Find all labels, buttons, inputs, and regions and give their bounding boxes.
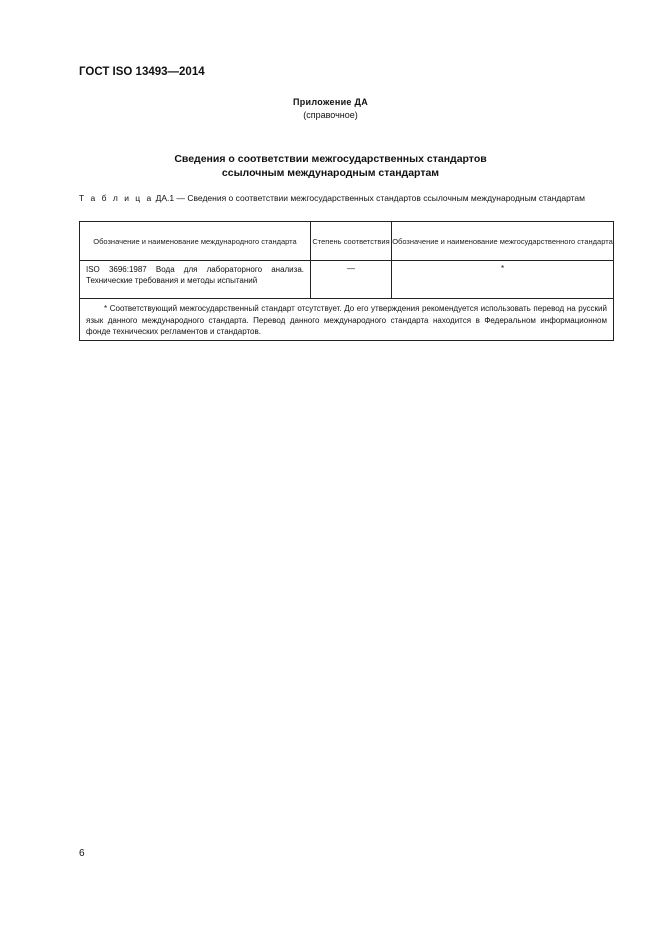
header-interstate-standard: Обозначение и наименование межгосударственного стандарта [392,222,614,261]
table-footnote-row [80,299,614,341]
page-number: 6 [79,848,85,859]
appendix-label [0,96,661,122]
heading-line-1: Сведения о соответствии межгосударственных стандартов [174,153,487,165]
appendix-subtitle: (справочное) [303,110,358,120]
heading-line-2: ссылочным международным стандартам [221,166,440,179]
footnote-cell [80,299,614,341]
header-degree: Степень соответствия [311,222,392,261]
correspondence-table [79,221,614,341]
caption-text: ДА.1 — Сведения о соответствии межгосударственных стандартов ссылочным международным стандартам [153,193,586,203]
cell-international-standard [80,261,311,299]
section-heading [0,153,661,180]
table-caption [79,192,599,204]
cell-interstate-standard: * [392,261,614,299]
header-international-standard: Обозначение и наименование международного стандарта [80,222,311,261]
table-footnote: * Соответствующий межгосударственный стандарт отсутствует. До его утверждения рекомендуется использовать перевод на русский язык данного международного стандарта. Перевод данного международного стандарта находится в Федеральном информационном фонде технических регламентов и стандартов. [86,304,607,336]
caption-label: Т а б л и ц а [79,193,154,203]
table-header-row [80,222,614,261]
table-row [80,261,614,299]
cell-degree: — [311,261,392,299]
cell-international-text: ISO 3696:1987 Вода для лабораторного анализа. Технические требования и методы испытаний [86,265,304,285]
appendix-title: Приложение ДА [292,97,369,107]
document-code: ГОСТ ISO 13493—2014 [79,66,205,78]
